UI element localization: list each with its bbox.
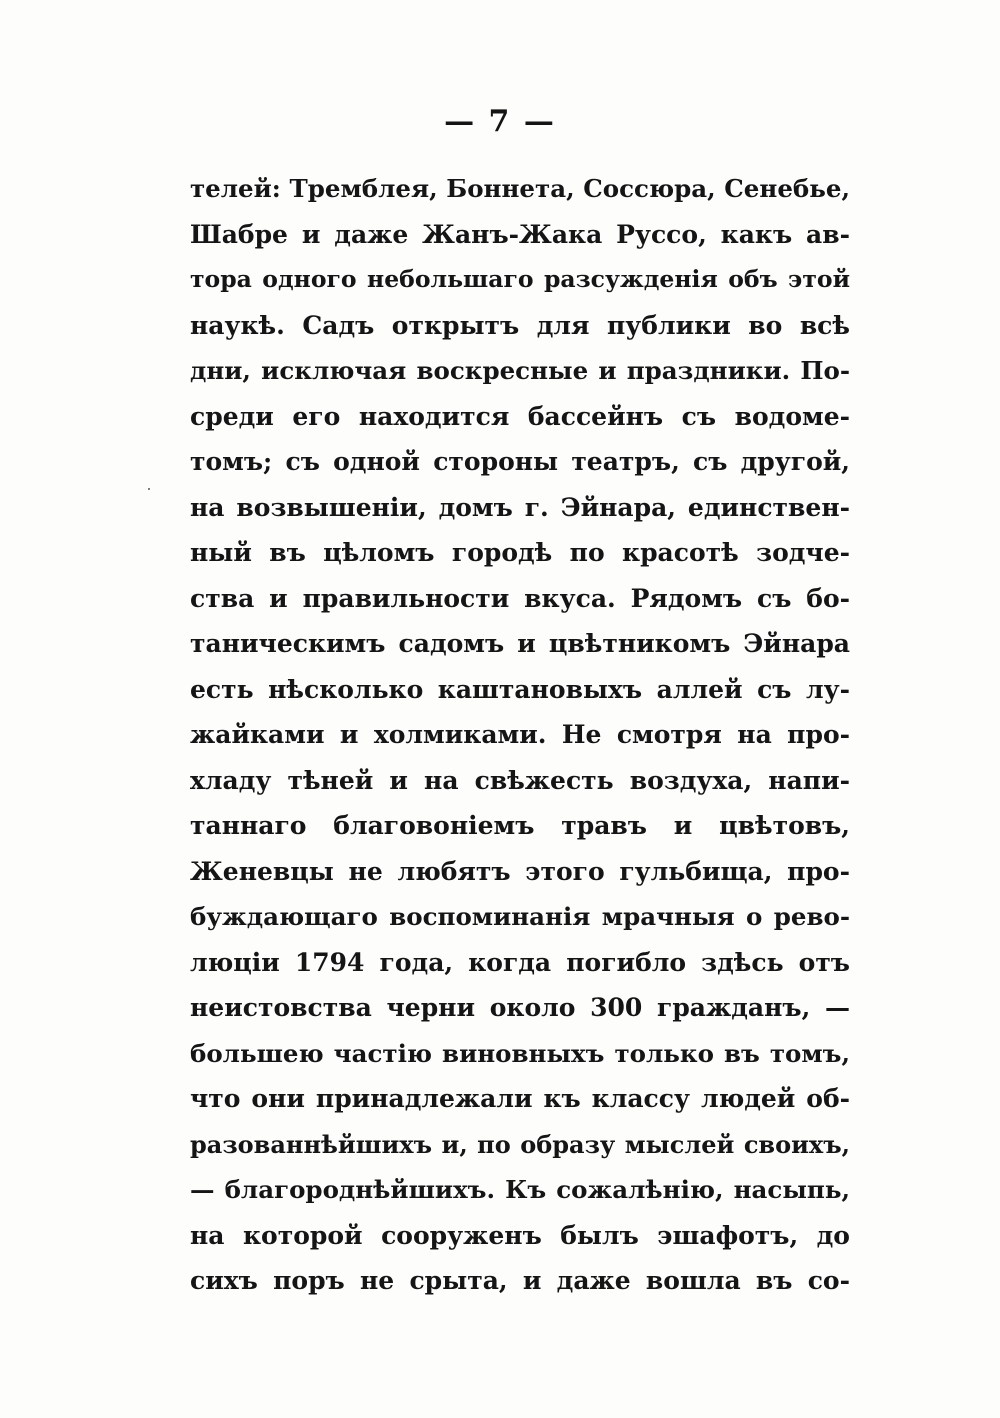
text-line: на возвышеніи, домъ г. Эйнара, единствен- [190, 492, 850, 522]
text-line: дни, исключая воскресные и праздники. По- [190, 356, 850, 385]
text-line: жайками и холмиками. Не смотря на про- [190, 720, 850, 749]
text-line: неистовства черни около 300 гражданъ, — [190, 993, 850, 1022]
text-line: среди его находится бассейнъ съ водоме- [190, 401, 850, 431]
text-line: ный въ цѣломъ городѣ по красотѣ зодче- [190, 538, 850, 567]
text-line: томъ; съ одной стороны театръ, съ другой, [190, 447, 850, 476]
text-line: наукѣ. Садъ открытъ для публики во всѣ [190, 310, 850, 340]
text-line: — благороднѣйшихъ. Къ сожалѣнію, насыпь, [190, 1175, 850, 1204]
text-line: тора одного небольшаго разсужденія объ этой [190, 265, 850, 293]
text-line: таннаго благовоніемъ травъ и цвѣтовъ, [190, 811, 850, 840]
print-speck [148, 488, 150, 490]
text-line: хладу тѣней и на свѣжесть воздуха, напи- [190, 765, 850, 795]
text-line: что они принадлежали къ классу людей об- [190, 1084, 850, 1113]
text-line: большею частію виновныхъ только въ томъ, [190, 1038, 850, 1068]
text-line: Женевцы не любятъ этого гульбища, про- [190, 856, 850, 886]
text-line: есть нѣсколько каштановыхъ аллей съ лу- [190, 674, 850, 704]
page-number: — 7 — [444, 104, 556, 139]
text-line: таническимъ садомъ и цвѣтникомъ Эйнара [190, 629, 850, 658]
text-line: сихъ поръ не срыта, и даже вошла въ со- [190, 1266, 850, 1295]
body-text [190, 166, 850, 1304]
text-line: на которой сооруженъ былъ эшафотъ, до [190, 1220, 850, 1250]
text-line: люціи 1794 года, когда погибло здѣсь отъ [190, 947, 850, 977]
text-line: буждающаго воспоминанія мрачныя о рево- [190, 902, 850, 931]
text-line: ства и правильности вкуса. Рядомъ съ бо- [190, 583, 850, 613]
text-line: телей: Тремблея, Боннета, Соссюра, Сенебье, [190, 174, 850, 203]
text-line: Шабре и даже Жанъ-Жака Руссо, какъ ав- [190, 219, 850, 249]
text-line: разованнѣйшихъ и, по образу мыслей своихъ, [190, 1129, 850, 1159]
